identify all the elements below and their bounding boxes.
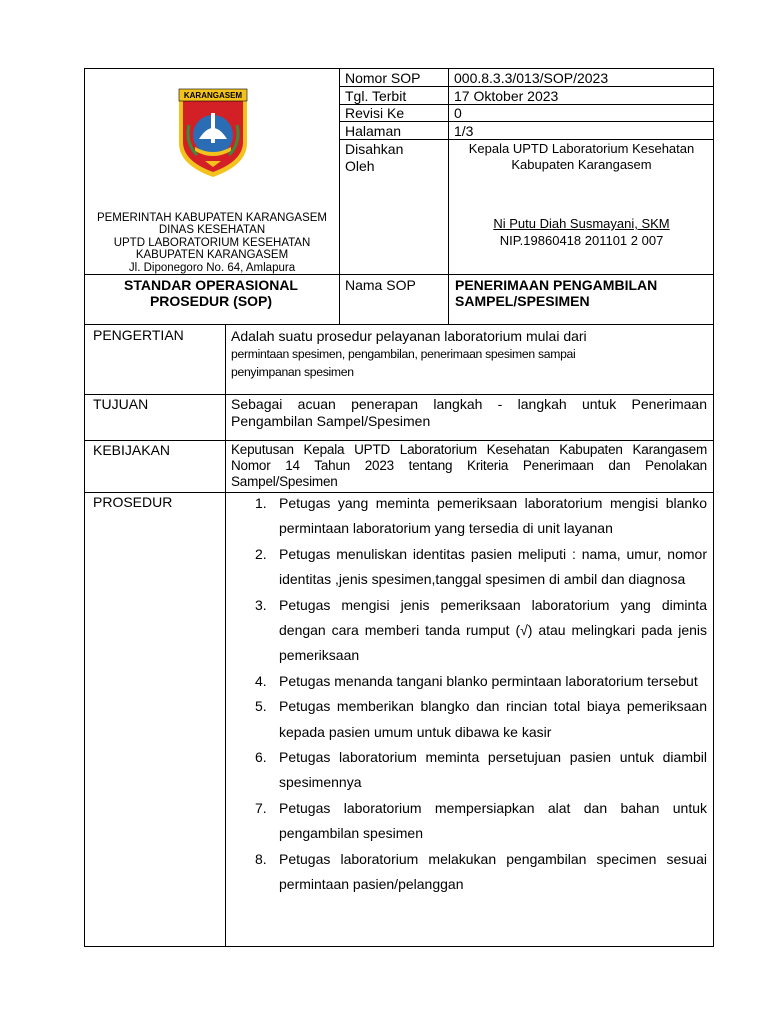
step-text: Petugas laboratorium melakukan pengambilan specimen sesuai permintaan pasien/pelanggan: [279, 850, 707, 893]
step-text: Petugas menanda tangani blanko permintaan laboratorium tersebut: [279, 672, 698, 689]
tujuan-label: TUJUAN: [93, 396, 149, 412]
disahkan-label-oleh: Oleh: [345, 158, 375, 174]
prosedur-label: PROSEDUR: [93, 494, 173, 510]
prosedur-step: [231, 745, 707, 796]
step-number: 4.: [255, 672, 267, 689]
halaman-value: 1/3: [454, 123, 474, 139]
org-address: Jl. Diponegoro No. 64, Amlapura: [128, 261, 296, 274]
step-number: 6.: [255, 749, 267, 766]
step-text: Petugas laboratorium meminta persetujuan pasien untuk diambil spesimennya: [279, 749, 707, 791]
sop-title-block: [89, 277, 333, 309]
sop-title-line: PROSEDUR (SOP): [149, 293, 273, 309]
tgl-terbit-label: Tgl. Terbit: [345, 88, 407, 104]
revisi-label: Revisi Ke: [345, 105, 405, 121]
step-text: Petugas yang meminta pemeriksaan laboratorium mengisi blanko permintaan laboratorium yang tersedia di unit layanan: [279, 495, 707, 537]
sop-header-table: [84, 68, 714, 325]
pengertian-text: [231, 327, 707, 381]
signer-nip: NIP.19860418 201101 2 007: [499, 233, 664, 248]
tujuan-text: Sebagai acuan penerapan langkah - langkah untuk Penerimaan Pengambilan Sampel/Spesimen: [231, 396, 707, 429]
prosedur-step: [231, 796, 707, 847]
kebijakan-text: Keputusan Kepala UPTD Laboratorium Kesehatan Kabupaten Karangasem Nomor 14 Tahun 2023 tentang Kriteria Penerimaan dan Penolakan Sampel/Spesimen: [231, 442, 707, 489]
org-line: KABUPATEN KARANGASEM: [135, 249, 289, 262]
step-number: 5.: [255, 698, 267, 715]
pengertian-line: Adalah suatu prosedur pelayanan laboratorium mulai dari: [231, 328, 587, 344]
step-number: 3.: [255, 596, 267, 613]
org-line: DINAS KESEHATAN: [158, 224, 266, 237]
prosedur-step: [231, 669, 707, 694]
nomor-sop-value: 000.8.3.3/013/SOP/2023: [454, 70, 609, 86]
step-number: 1.: [255, 495, 267, 511]
prosedur-step: [231, 491, 707, 542]
nomor-sop-label: Nomor SOP: [345, 70, 421, 86]
step-text: Petugas mengisi jenis pemeriksaan laboratorium yang diminta dengan cara memberi tanda rumput (√) atau melingkari pada jenis pemeriksaan: [279, 596, 707, 664]
prosedur-list: [231, 491, 707, 898]
nama-sop-label: Nama SOP: [345, 277, 416, 293]
disahkan-label: Disahkan: [345, 141, 404, 157]
pengertian-label: PENGERTIAN: [93, 327, 184, 343]
tgl-terbit-value: 17 Oktober 2023: [454, 88, 559, 104]
step-number: 2.: [255, 545, 267, 562]
step-number: 7.: [255, 799, 267, 816]
sop-title-line: STANDAR OPERASIONAL: [124, 277, 298, 293]
step-number: 8.: [255, 850, 267, 867]
prosedur-step: [231, 694, 707, 745]
nama-sop-line: PENERIMAAN PENGAMBILAN: [455, 277, 658, 293]
logo-lettering: KARANGASEM: [183, 91, 243, 100]
org-line: PEMERINTAH KABUPATEN KARANGASEM: [96, 212, 328, 224]
kebijakan-label: KEBIJAKAN: [93, 442, 171, 458]
revisi-value: 0: [454, 105, 462, 121]
org-line: UPTD LABORATORIUM KESEHATAN: [113, 236, 311, 249]
prosedur-step: [231, 847, 707, 898]
nama-sop-line: SAMPEL/SPESIMEN: [455, 293, 590, 309]
halaman-label: Halaman: [345, 123, 402, 139]
pengertian-line: penyimpanan spesimen: [231, 365, 354, 379]
sop-body-table: [84, 325, 714, 947]
nama-sop-value: [455, 277, 711, 309]
pengertian-line: permintaan spesimen, pengambilan, penerimaan spesimen sampai: [231, 347, 576, 361]
prosedur-step: [231, 542, 707, 593]
approver-region: Kabupaten Karangasem: [511, 157, 652, 172]
karangasem-logo: [175, 87, 251, 179]
step-text: Petugas menuliskan identitas pasien meliputi : nama, umur, nomor identitas ,jenis spesimen,tanggal spesimen di ambil dan diagnosa: [279, 545, 707, 588]
organization-block: [89, 212, 335, 274]
step-text: Petugas memberikan blangko dan rincian total biaya pemeriksaan kepada pasien umum untuk dibawa ke kasir: [279, 698, 707, 740]
prosedur-step: [231, 593, 707, 669]
approver-title: Kepala UPTD Laboratorium Kesehatan: [468, 141, 695, 156]
step-text: Petugas laboratorium mempersiapkan alat dan bahan untuk pengambilan spesimen: [279, 799, 707, 842]
signer-name: Ni Putu Diah Susmayani, SKM: [493, 216, 670, 231]
